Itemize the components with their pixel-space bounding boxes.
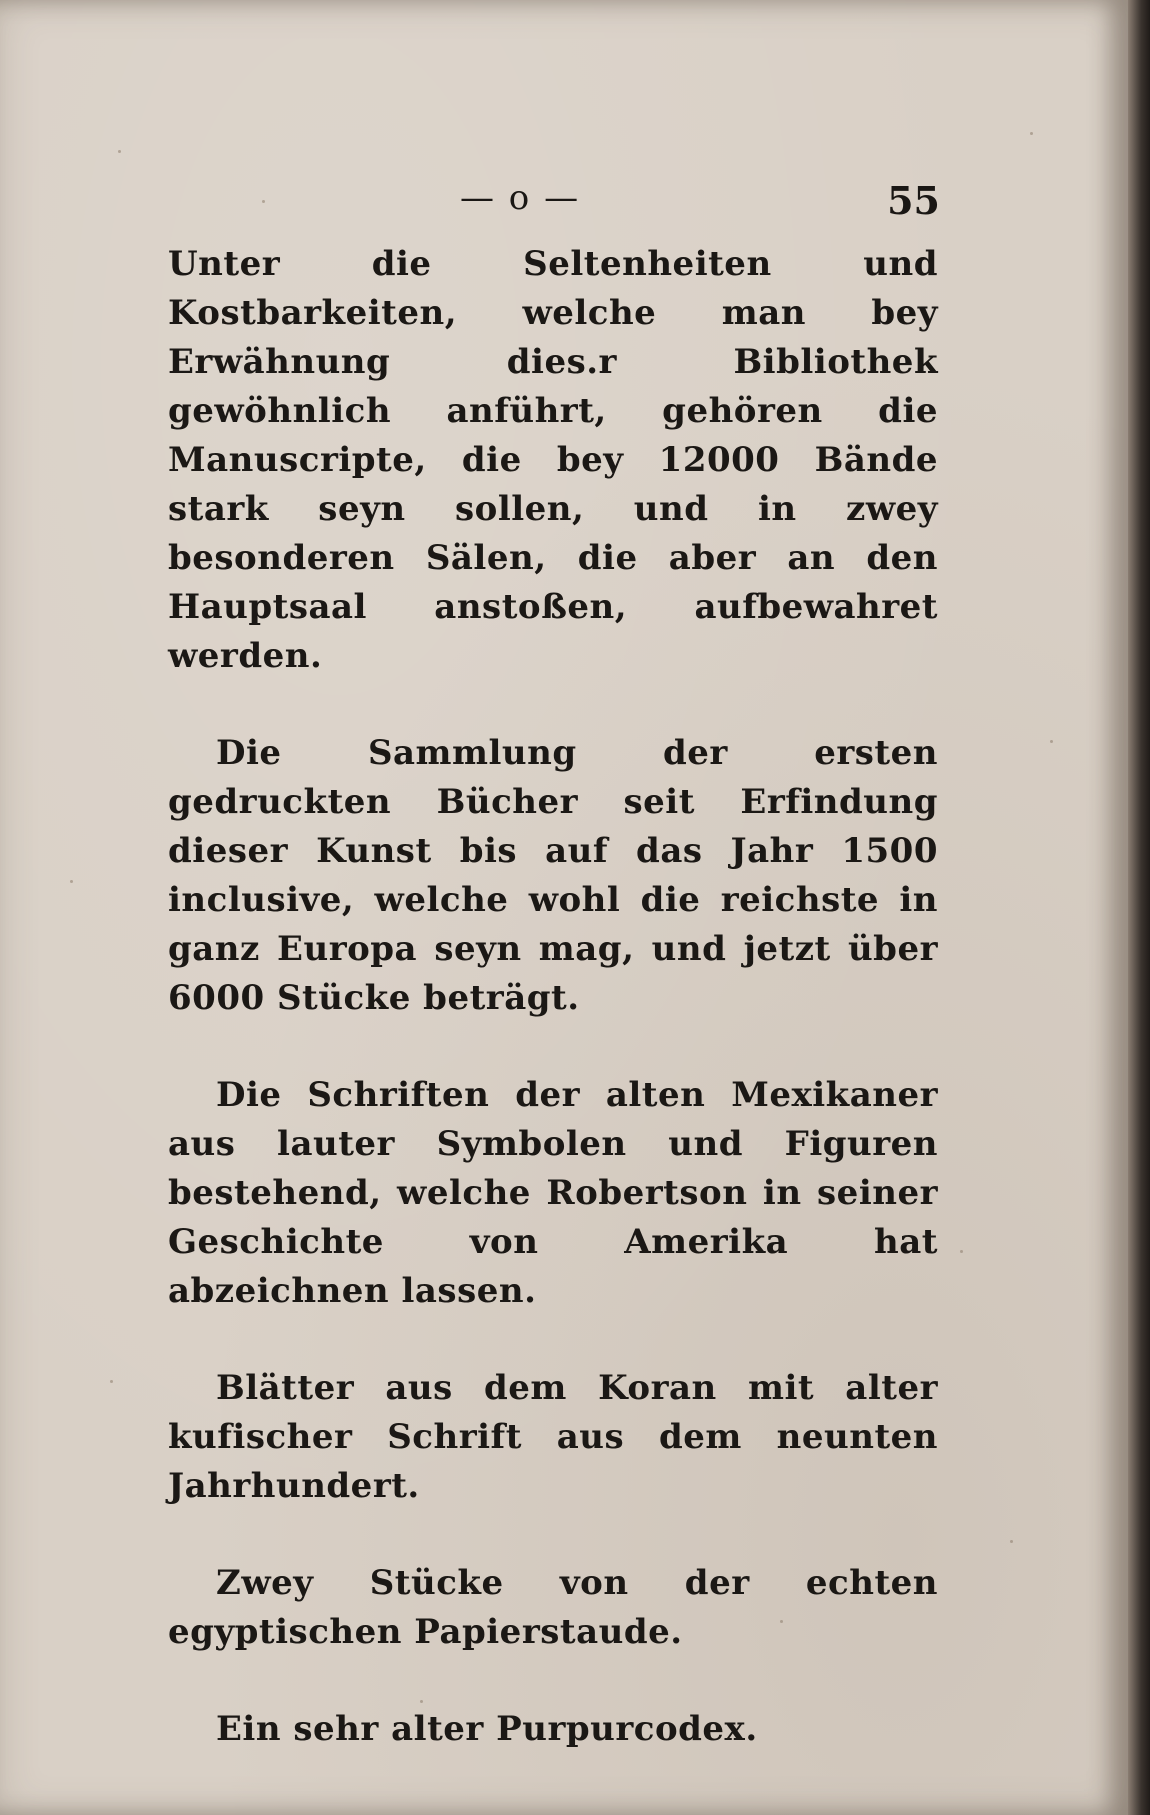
- paragraph-mexican-writings: Die Schriften der alten Mexikaner aus lauter Symbolen und Figuren bestehend, welche Robertson in seiner Geschichte von Amerika hat abzeichnen lassen.: [168, 1075, 938, 1311]
- paper-speck: [1030, 132, 1033, 135]
- paper-speck: [960, 1250, 963, 1253]
- header-ornament: — o —: [460, 178, 581, 218]
- paragraph-papyrus: Zwey Stücke von der echten egyptischen Papierstaude.: [168, 1563, 938, 1652]
- paragraph-manuscripts: Unter die Seltenheiten und Kostbarkeiten, welche man bey Erwähnung dies.r Bibliothek gewöhnlich anführt, gehören die Manuscripte, die bey 12000 Bände stark seyn sollen, und in zwey besonderen Sälen, die aber an den Hauptsaal anstoßen, aufbewahret werden.: [168, 244, 938, 676]
- paper-speck: [110, 1380, 113, 1383]
- paper-speck: [1050, 740, 1053, 743]
- book-fore-edge: [1128, 0, 1150, 1815]
- paragraph-purple-codex: Ein sehr alter Purpurcodex.: [216, 1709, 758, 1749]
- page-body: [168, 240, 938, 1802]
- page-number: 55: [887, 178, 940, 223]
- paragraph-incunabula: Die Sammlung der ersten gedruckten Bücher seit Erfindung dieser Kunst bis auf das Jahr 1500 inclusive, welche wohl die reichste in ganz Europa seyn mag, und jetzt über 6000 Stücke beträgt.: [168, 733, 938, 1018]
- paper-speck: [118, 150, 121, 153]
- paper-speck: [1010, 1540, 1013, 1543]
- paragraph-koran-leaves: Blätter aus dem Koran mit alter kufischer Schrift aus dem neunten Jahrhundert.: [168, 1368, 938, 1506]
- running-header: [160, 178, 940, 228]
- paper-speck: [70, 880, 73, 883]
